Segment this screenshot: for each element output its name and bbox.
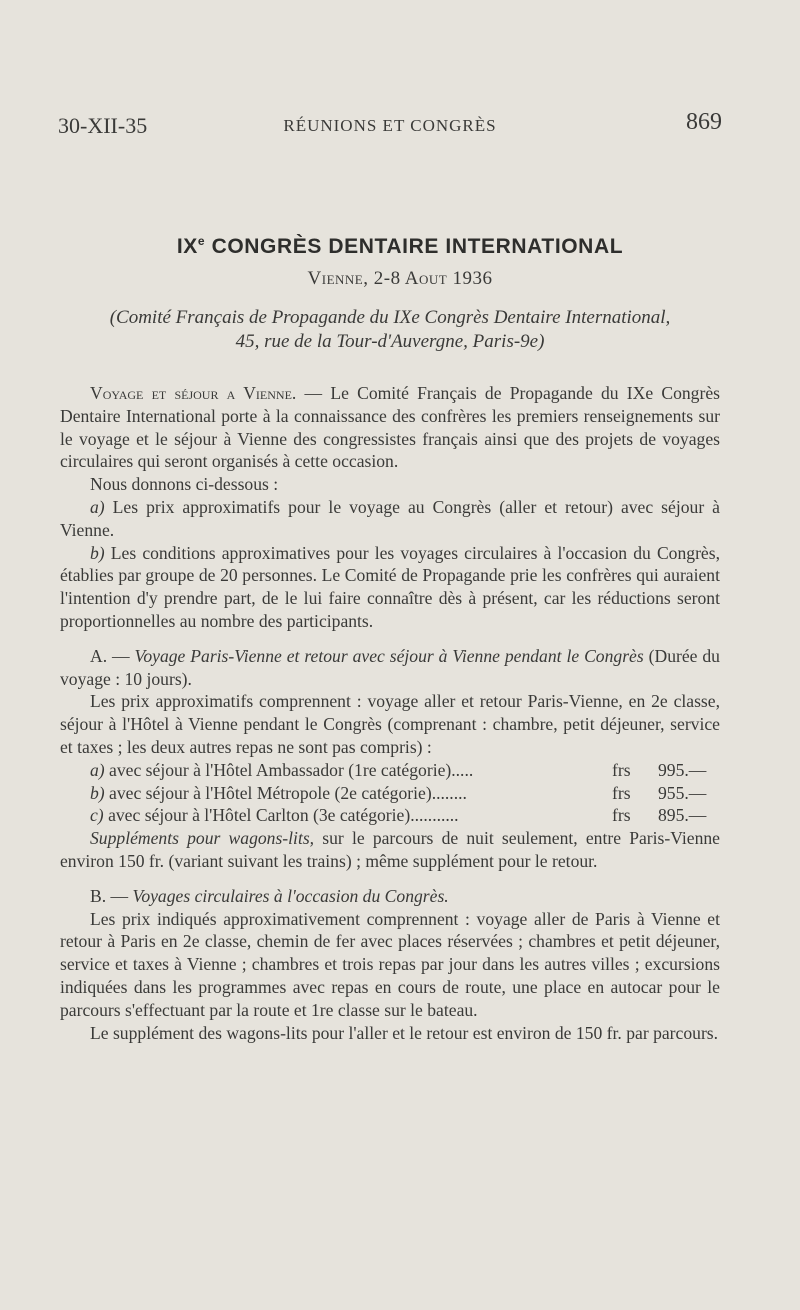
item-b-label: b) [90, 542, 105, 563]
item-b-paragraph [60, 542, 720, 633]
price-label: a) [90, 759, 105, 780]
section-b-paragraph: Les prix indiqués approximativement comprennent : voyage aller de Paris à Vienne et retour à Paris en 2e classe, chemin de fer avec places réservées ; chambres et petit déjeuner, service et taxes à Vienne ; chambres et trois repas par jour dans les autres villes ; excursions indiquées dans les programmes avec repas en cours de route, une place en autocar pour le parcours s'effectuant par la route et 1re classe sur le bateau. [60, 908, 720, 1020]
intro-paragraph [60, 382, 720, 473]
price-unit: frs [612, 805, 631, 826]
price-row [60, 782, 720, 805]
committee-address [60, 306, 720, 354]
price-amount: 895.— [658, 805, 707, 826]
intro-lead: Voyage et séjour a Vienne. [90, 383, 297, 403]
title-rest: CONGRÈS DENTAIRE INTERNATIONAL [205, 235, 624, 258]
item-a-paragraph [60, 496, 720, 542]
price-row [60, 759, 720, 782]
section-b-supplement: Le supplément des wagons-lits pour l'aller et le retour est environ de 150 fr. par parcours. [90, 1022, 719, 1043]
title-sup: e [197, 234, 206, 248]
committee-line-2: 45, rue de la Tour-d'Auvergne, Paris-9e) [235, 331, 545, 352]
section-a-title: Voyage Paris-Vienne et retour avec séjour à Vienne pendant le Congrès [134, 645, 644, 666]
section-a-paragraph: Les prix approximatifs comprennent : voyage aller et retour Paris-Vienne, en 2e classe, séjour à l'Hôtel à Vienne pendant le Congrès (comprenant : chambre, petit déjeuner, service et taxes ; les deux autres repas ne sont pas compris) : [60, 691, 720, 757]
item-a-text: Les prix approximatifs pour le voyage au Congrès (aller et retour) avec séjour à Vienne. [60, 496, 720, 540]
header-date: 30-XII-35 [58, 113, 148, 138]
price-amount: 955.— [658, 782, 707, 803]
header-section: RÉUNIONS ET CONGRÈS [283, 116, 497, 135]
price-text: avec séjour à l'Hôtel Carlton (3e catégorie)........... [103, 805, 459, 826]
section-a-letter: A. — [90, 645, 135, 666]
section-b-letter: B. — [90, 885, 133, 906]
article-body [60, 382, 720, 1044]
title-numeral: IX [176, 235, 198, 258]
price-label: b) [90, 782, 105, 803]
price-text: avec séjour à l'Hôtel Ambassador (1re catégorie)..... [104, 759, 474, 780]
supplement-paragraph [60, 827, 720, 873]
item-a-label: a) [90, 496, 105, 517]
venue-dates: Vienne, 2-8 Aout 1936 [307, 268, 493, 289]
supplement-title: Suppléments pour wagons-lits, [90, 828, 315, 849]
section-b-title: Voyages circulaires à l'occasion du Congrès. [132, 885, 449, 906]
price-unit: frs [612, 782, 631, 803]
price-unit: frs [612, 759, 631, 780]
price-amount: 995.— [658, 759, 707, 780]
price-text: avec séjour à l'Hôtel Métropole (2e catégorie)........ [104, 782, 467, 803]
section-b-heading [60, 885, 720, 908]
intro-text: — Le Comité Français de Propagande du IXe Congrès Dentaire International porte à la connaissance des confrères les premiers renseignements sur le voyage et le séjour à Vienne des congressistes français ainsi que des projets de voyages circulaires qui seront organisés à cette occasion. [60, 383, 720, 472]
price-row [60, 804, 720, 827]
price-list [60, 759, 720, 827]
article-title [0, 234, 800, 259]
item-b-text: Les conditions approximatives pour les voyages circulaires à l'occasion du Congrès, établies par groupe de 20 personnes. Le Comité de Propagande prie les confrères qui auraient l'intention d'y prendre part, de le lui faire connaître dès à présent, car les réductions seront proportionnelles au nombre des participants. [60, 542, 720, 631]
supplement-text: sur le parcours de nuit seulement, entre Paris-Vienne environ 150 fr. (variant suivant les trains) ; même supplément pour le retour. [60, 828, 720, 871]
nous-donnons: Nous donnons ci-dessous : [90, 474, 279, 495]
section-a-duration: (Durée du voyage : 10 jours). [60, 645, 720, 689]
page-number: 869 [686, 109, 722, 135]
section-a-heading [60, 645, 720, 691]
price-label: c) [90, 805, 104, 826]
committee-line-1: (Comité Français de Propagande du IXe Congrès Dentaire International, [109, 307, 671, 328]
